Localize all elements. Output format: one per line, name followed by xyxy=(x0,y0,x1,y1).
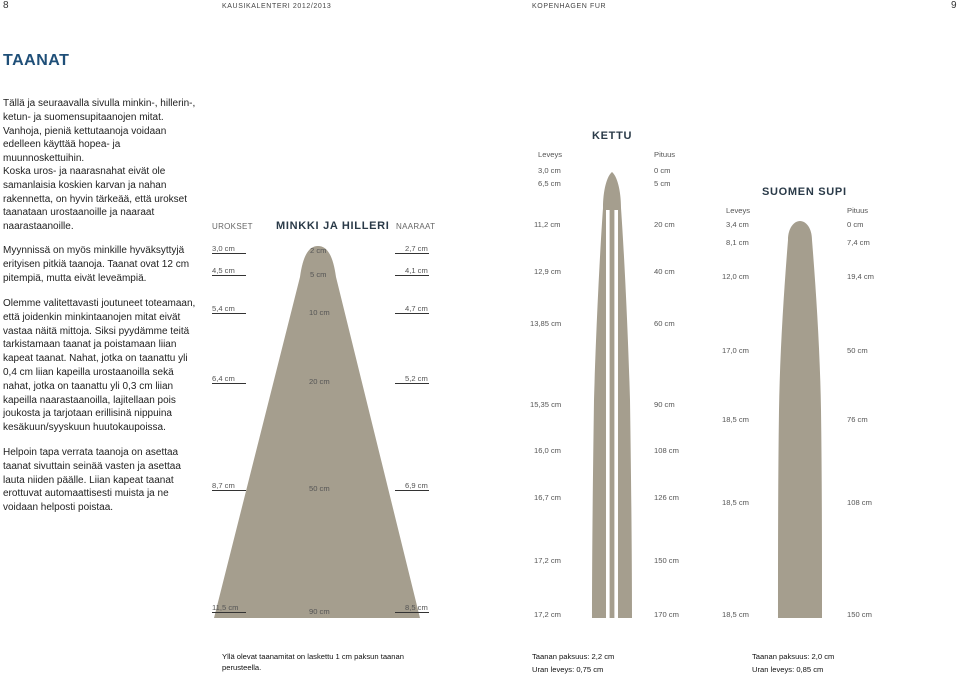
raccoon-width-header: Leveys xyxy=(726,206,751,215)
raccoon-length-value: 0 cm xyxy=(847,220,864,229)
raccoon-width-value: 12,0 cm xyxy=(722,272,750,281)
fox-width-value: 17,2 cm xyxy=(534,556,562,565)
fox-length-value: 170 cm xyxy=(654,610,679,619)
raccoon-length-value: 108 cm xyxy=(847,498,872,507)
fox-width-value: 6,5 cm xyxy=(538,179,561,188)
mink-footnote: Yllä olevat taanamitat on laskettu 1 cm paksun taanan perusteella. xyxy=(222,652,404,672)
fox-width-header: Leveys xyxy=(538,150,563,159)
page-number-right: 9 xyxy=(951,0,957,11)
mink-female-line xyxy=(395,383,429,384)
mink-female-header: NAARAAT xyxy=(396,222,436,231)
raccoon-groove-width: Uran leveys: 0,85 cm xyxy=(752,665,824,674)
fox-length-value: 60 cm xyxy=(654,319,675,328)
fox-width-value: 16,0 cm xyxy=(534,446,562,455)
mink-length-value: 50 cm xyxy=(309,484,330,493)
fox-length-value: 5 cm xyxy=(654,179,671,188)
fox-title: KETTU xyxy=(592,130,633,142)
mink-male-line xyxy=(212,383,246,384)
mink-male-value: 5,4 cm xyxy=(212,304,235,313)
mink-length-value: 10 cm xyxy=(309,308,330,317)
raccoon-width-value: 18,5 cm xyxy=(722,498,750,507)
raccoon-width-value: 18,5 cm xyxy=(722,610,750,619)
mink-male-value: 4,5 cm xyxy=(212,266,235,275)
mink-female-value: 6,9 cm xyxy=(405,481,428,490)
mink-male-value: 6,4 cm xyxy=(212,374,235,383)
raccoon-width-value: 18,5 cm xyxy=(722,415,750,424)
intro-paragraph: Tällä ja seuraavalla sivulla minkin-, hillerin-, ketun- ja suomensupitaanojen mitat. Vanhoja, pieniä kettutaanoja voidaan edelleen käyttää hopea- ja muunnoskettuihin. xyxy=(3,98,196,165)
mink-male-line xyxy=(212,490,246,491)
compare-paragraph: Helpoin tapa verrata taanoja on asettaa taanat sivuttain seinää vasten ja asettaa lauta niiden päälle. Liian kapeat taanat erottuvat automaattisesti muista ja ne voidaan helposti poistaa. xyxy=(3,447,181,514)
mink-male-line xyxy=(212,275,246,276)
fox-length-value: 108 cm xyxy=(654,446,679,455)
page-title: TAANAT xyxy=(3,52,70,69)
fox-width-value: 3,0 cm xyxy=(538,166,561,175)
fox-width-value: 17,2 cm xyxy=(534,610,562,619)
raccoon-width-value: 8,1 cm xyxy=(726,238,749,247)
raccoon-title: SUOMEN SUPI xyxy=(762,186,847,198)
fox-width-value: 12,9 cm xyxy=(534,267,562,276)
mink-male-value: 3,0 cm xyxy=(212,244,235,253)
mink-title: MINKKI JA HILLERI xyxy=(276,220,390,232)
page-number-left: 8 xyxy=(3,0,9,11)
fox-length-value: 90 cm xyxy=(654,400,675,409)
publication-name: KAUSIKALENTERI 2012/2013 xyxy=(222,3,332,10)
mink-female-value: 2,7 cm xyxy=(405,244,428,253)
mink-female-line xyxy=(395,275,429,276)
mink-board-shape xyxy=(214,246,420,618)
mink-male-line xyxy=(212,612,246,613)
mink-female-value: 8,5 cm xyxy=(405,603,428,612)
fox-length-value: 40 cm xyxy=(654,267,675,276)
mink-length-value: 2 cm xyxy=(310,246,327,255)
fox-groove-left xyxy=(606,210,610,618)
raccoon-length-value: 50 cm xyxy=(847,346,868,355)
mink-female-line xyxy=(395,253,429,254)
sex-paragraph: Koska uros- ja naarasnahat eivät ole samanlaisia koskien karvan ja nahan rakennetta, on hyvin tärkeää, että urokset taanataan urostaanoille ja naaraat naarastaanoille. xyxy=(3,166,187,233)
mink-female-line xyxy=(395,612,429,613)
mink-female-line xyxy=(395,313,429,314)
fox-width-value: 15,35 cm xyxy=(530,400,562,409)
mink-female-line xyxy=(395,490,429,491)
fox-groove-width: Uran leveys: 0,75 cm xyxy=(532,665,604,674)
brand-name: KOPENHAGEN FUR xyxy=(532,3,607,10)
raccoon-board-shape xyxy=(778,221,822,618)
mink-length-value: 20 cm xyxy=(309,377,330,386)
mink-male-header: UROKSET xyxy=(212,222,253,231)
mink-male-line xyxy=(212,313,246,314)
raccoon-length-value: 19,4 cm xyxy=(847,272,875,281)
raccoon-length-value: 150 cm xyxy=(847,610,872,619)
fox-length-value: 150 cm xyxy=(654,556,679,565)
fox-length-value: 126 cm xyxy=(654,493,679,502)
raccoon-width-value: 3,4 cm xyxy=(726,220,749,229)
fox-length-value: 20 cm xyxy=(654,220,675,229)
mink-female-value: 4,1 cm xyxy=(405,266,428,275)
mink-female-value: 5,2 cm xyxy=(405,374,428,383)
fox-thickness: Taanan paksuus: 2,2 cm xyxy=(532,652,615,661)
fox-board-shape xyxy=(592,172,632,618)
raccoon-length-header: Pituus xyxy=(847,206,869,215)
raccoon-width-value: 17,0 cm xyxy=(722,346,750,355)
fox-width-value: 16,7 cm xyxy=(534,493,562,502)
raccoon-length-value: 7,4 cm xyxy=(847,238,870,247)
mink-length-value: 5 cm xyxy=(310,270,327,279)
fox-width-value: 11,2 cm xyxy=(534,220,561,229)
fox-groove-right xyxy=(614,210,618,618)
mink-female-value: 4,7 cm xyxy=(405,304,428,313)
narrow-boards-paragraph: Olemme valitettavasti joutuneet toteamaan, että joidenkin minkintaanojen mitat eivät vastaa näitä mittoja. Siksi pyydämme teitä tarkistamaan taanat ja poistamaan liian kapeat taanat. Nahat, jotka on taanattu yli 0,4 cm liian kapeilla urostaanoilla sekä nahat, jotka on taanattu yli 0,3 cm liian kapeilla naarastaanoilla, lajitellaan pois joukosta ja tarjotaan erillisinä nippuina kesäkuun/syyskuun huutokaupoissa. xyxy=(3,298,196,434)
mink-length-value: 90 cm xyxy=(309,607,330,616)
fox-length-value: 0 cm xyxy=(654,166,671,175)
mink-male-value: 8,7 cm xyxy=(212,481,235,490)
fox-length-header: Pituus xyxy=(654,150,676,159)
mink-male-value: 11,5 cm xyxy=(212,603,239,612)
raccoon-length-value: 76 cm xyxy=(847,415,868,424)
long-boards-paragraph: Myynnissä on myös minkille hyväksyttyjä erityisen pitkiä taanoja. Taanat ovat 12 cm pitempiä, mutta eivät leveämpiä. xyxy=(3,245,190,284)
raccoon-thickness: Taanan paksuus: 2,0 cm xyxy=(752,652,835,661)
fox-width-value: 13,85 cm xyxy=(530,319,562,328)
mink-male-line xyxy=(212,253,246,254)
